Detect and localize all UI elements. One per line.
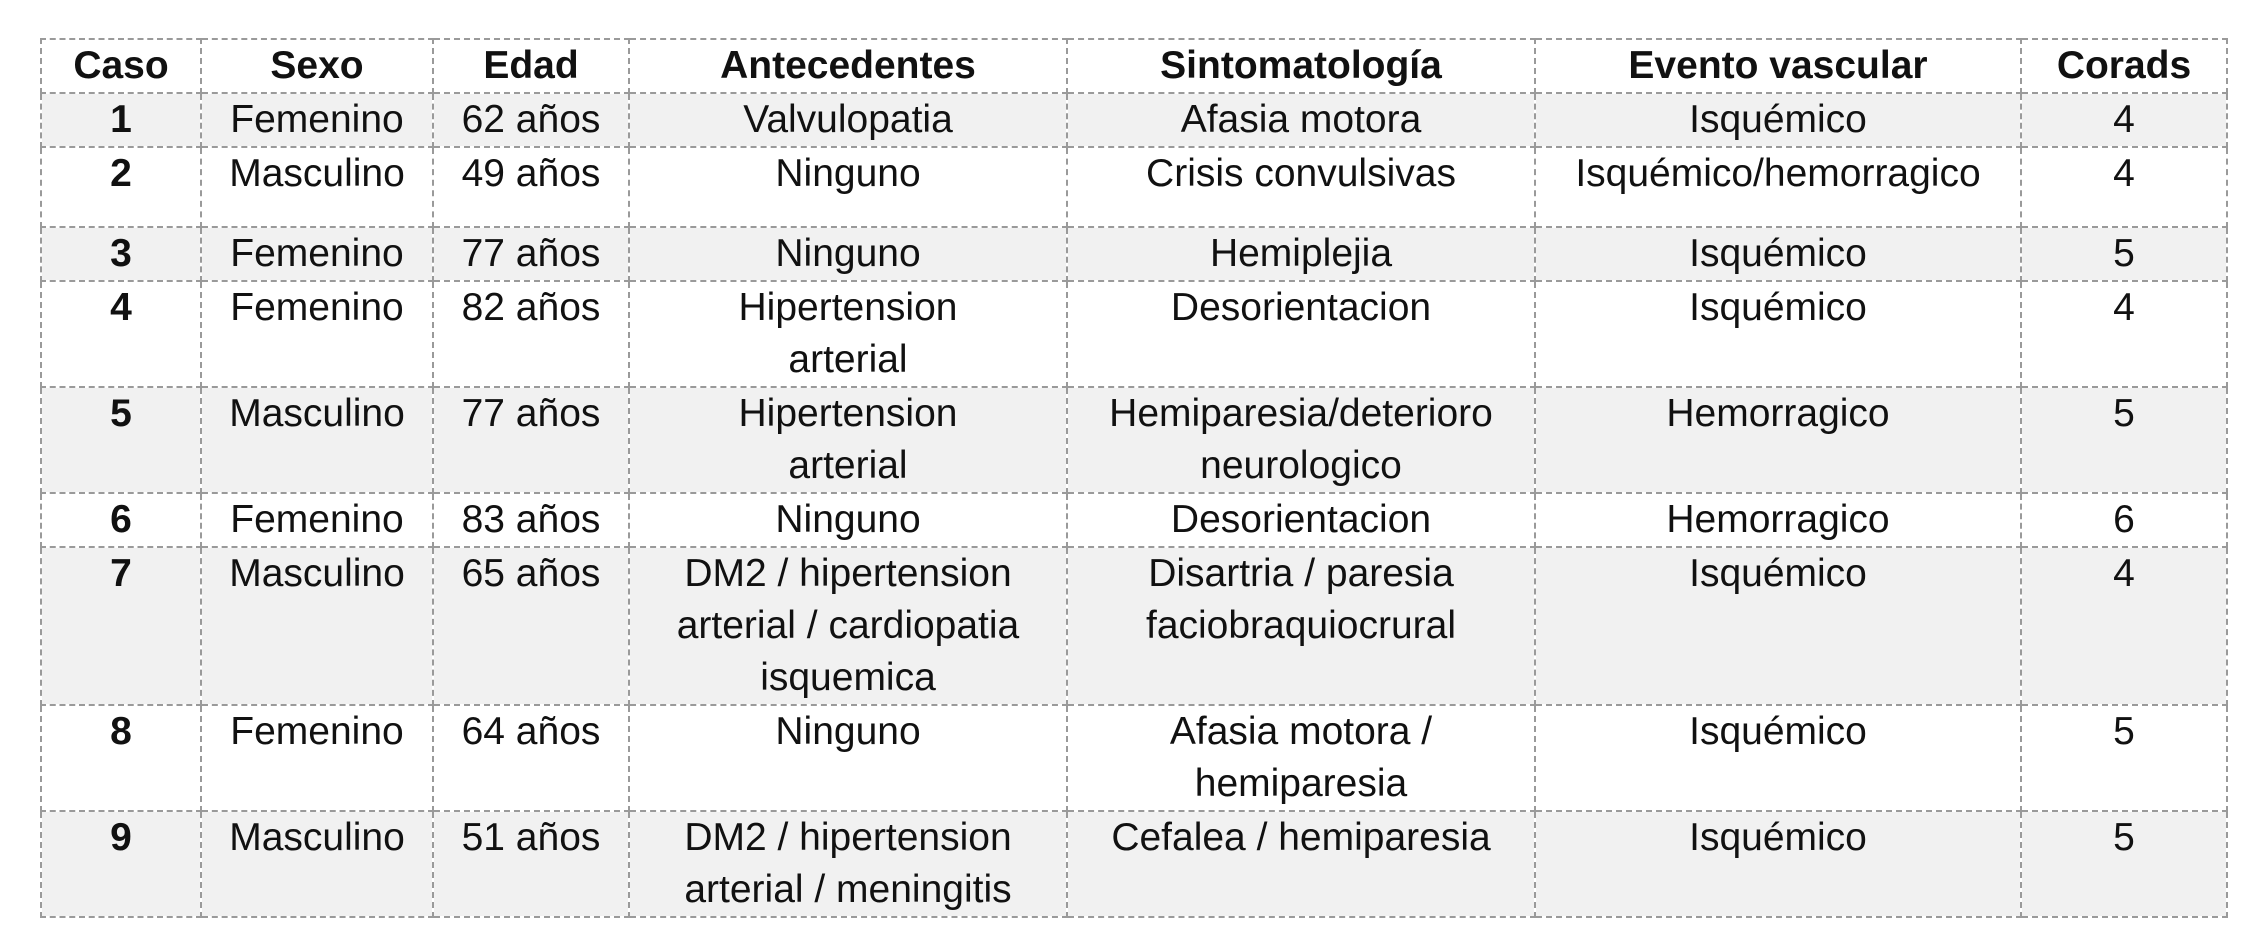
cell-text-line: Valvulopatia: [743, 98, 953, 141]
case-number-cell: 3: [41, 227, 201, 281]
cell-text-line: DM2 / hipertension: [684, 552, 1012, 595]
table-row: [41, 547, 2227, 705]
clinical-cases-table: [40, 38, 2228, 918]
sintomatologia-cell: [1067, 147, 1535, 227]
cell-text-line: faciobraquiocrural: [1145, 604, 1456, 647]
case-number-cell: 4: [41, 281, 201, 387]
cell-text-line: Hipertension: [738, 286, 958, 329]
evento-vascular-cell: [1535, 147, 2021, 227]
cell-text-line: hemiparesia: [1194, 762, 1408, 805]
table-row: [41, 93, 2227, 147]
case-number-cell: 7: [41, 547, 201, 705]
corads-cell: 5: [2021, 811, 2227, 917]
cell-text-line: neurologico: [1200, 444, 1402, 487]
case-number-cell: 1: [41, 93, 201, 147]
corads-cell: 5: [2021, 705, 2227, 811]
sintomatologia-cell: [1067, 227, 1535, 281]
evento-vascular-cell: [1535, 281, 2021, 387]
table-row: [41, 147, 2227, 227]
antecedentes-cell: [629, 547, 1067, 705]
cell-text-line: Isquémico: [1689, 232, 1867, 275]
corads-cell: 5: [2021, 387, 2227, 493]
table-row: [41, 811, 2227, 917]
case-number-cell: 5: [41, 387, 201, 493]
table-row: [41, 705, 2227, 811]
antecedentes-cell: [629, 147, 1067, 227]
cell-text-line: Desorientacion: [1170, 498, 1432, 541]
sintomatologia-cell: [1067, 387, 1535, 493]
sex-cell: Masculino: [201, 387, 433, 493]
header-antecedentes: Antecedentes: [629, 39, 1067, 93]
antecedentes-cell: [629, 493, 1067, 547]
antecedentes-cell: [629, 93, 1067, 147]
header-sintomatologia: Sintomatología: [1067, 39, 1535, 93]
case-number-cell: 6: [41, 493, 201, 547]
cell-text-line: arterial / cardiopatia: [676, 604, 1020, 647]
corads-cell: 4: [2021, 547, 2227, 705]
cell-text-line: Isquémico: [1689, 710, 1867, 753]
corads-cell: 4: [2021, 147, 2227, 227]
header-evento-vascular: Evento vascular: [1535, 39, 2021, 93]
antecedentes-cell: [629, 705, 1067, 811]
sintomatologia-cell: [1067, 93, 1535, 147]
sex-cell: Masculino: [201, 811, 433, 917]
case-number-cell: 8: [41, 705, 201, 811]
sintomatologia-cell: [1067, 493, 1535, 547]
cell-text-line: arterial / meningitis: [684, 868, 1012, 911]
cell-text-line: Ninguno: [775, 152, 921, 195]
sintomatologia-cell: [1067, 281, 1535, 387]
table-row: [41, 387, 2227, 493]
sex-cell: Masculino: [201, 147, 433, 227]
cell-text-line: Isquémico: [1689, 286, 1867, 329]
cell-text-line: arterial: [788, 444, 908, 487]
antecedentes-cell: [629, 387, 1067, 493]
header-sexo: Sexo: [201, 39, 433, 93]
sintomatologia-cell: [1067, 547, 1535, 705]
cell-text-line: DM2 / hipertension: [684, 816, 1012, 859]
age-cell: 49 años: [433, 147, 629, 227]
cell-text-line: Hemiparesia/deterioro: [1109, 392, 1493, 435]
cell-text-line: Isquémico/hemorragico: [1575, 152, 1981, 195]
header-caso: Caso: [41, 39, 201, 93]
antecedentes-cell: [629, 811, 1067, 917]
cell-text-line: Afasia motora: [1180, 98, 1422, 141]
sex-cell: Femenino: [201, 493, 433, 547]
cell-text-line: Isquémico: [1689, 816, 1867, 859]
cell-text-line: Hipertension: [738, 392, 958, 435]
corads-cell: 6: [2021, 493, 2227, 547]
cell-text-line: Isquémico: [1689, 552, 1867, 595]
sex-cell: Masculino: [201, 547, 433, 705]
age-cell: 83 años: [433, 493, 629, 547]
cell-text-line: arterial: [788, 338, 908, 381]
cell-text-line: Ninguno: [775, 498, 921, 541]
corads-cell: 4: [2021, 93, 2227, 147]
cell-text-line: isquemica: [760, 656, 936, 699]
age-cell: 51 años: [433, 811, 629, 917]
header-row: [41, 39, 2227, 93]
corads-cell: 4: [2021, 281, 2227, 387]
cell-text-line: Crisis convulsivas: [1146, 152, 1456, 195]
age-cell: 62 años: [433, 93, 629, 147]
cell-text-line: Hemorragico: [1666, 392, 1890, 435]
sex-cell: Femenino: [201, 227, 433, 281]
cell-text-line: Isquémico: [1689, 98, 1867, 141]
case-number-cell: 9: [41, 811, 201, 917]
age-cell: 82 años: [433, 281, 629, 387]
evento-vascular-cell: [1535, 493, 2021, 547]
cell-text-line: Ninguno: [775, 232, 921, 275]
evento-vascular-cell: [1535, 387, 2021, 493]
cell-text-line: Hemiplejia: [1209, 232, 1393, 275]
sex-cell: Femenino: [201, 705, 433, 811]
table-row: [41, 493, 2227, 547]
age-cell: 64 años: [433, 705, 629, 811]
cell-text-line: Disartria / paresia: [1148, 552, 1454, 595]
evento-vascular-cell: [1535, 93, 2021, 147]
evento-vascular-cell: [1535, 811, 2021, 917]
header-corads: Corads: [2021, 39, 2227, 93]
cell-text-line: Ninguno: [775, 710, 921, 753]
antecedentes-cell: [629, 281, 1067, 387]
sintomatologia-cell: [1067, 705, 1535, 811]
table-row: [41, 227, 2227, 281]
evento-vascular-cell: [1535, 705, 2021, 811]
evento-vascular-cell: [1535, 547, 2021, 705]
age-cell: 77 años: [433, 387, 629, 493]
age-cell: 77 años: [433, 227, 629, 281]
evento-vascular-cell: [1535, 227, 2021, 281]
cell-text-line: Afasia motora /: [1169, 710, 1433, 753]
sex-cell: Femenino: [201, 281, 433, 387]
corads-cell: 5: [2021, 227, 2227, 281]
case-number-cell: 2: [41, 147, 201, 227]
sex-cell: Femenino: [201, 93, 433, 147]
cell-text-line: Hemorragico: [1666, 498, 1890, 541]
cell-text-line: Cefalea / hemiparesia: [1111, 816, 1491, 859]
sintomatologia-cell: [1067, 811, 1535, 917]
cell-text-line: Desorientacion: [1170, 286, 1432, 329]
age-cell: 65 años: [433, 547, 629, 705]
table-row: [41, 281, 2227, 387]
header-edad: Edad: [433, 39, 629, 93]
antecedentes-cell: [629, 227, 1067, 281]
